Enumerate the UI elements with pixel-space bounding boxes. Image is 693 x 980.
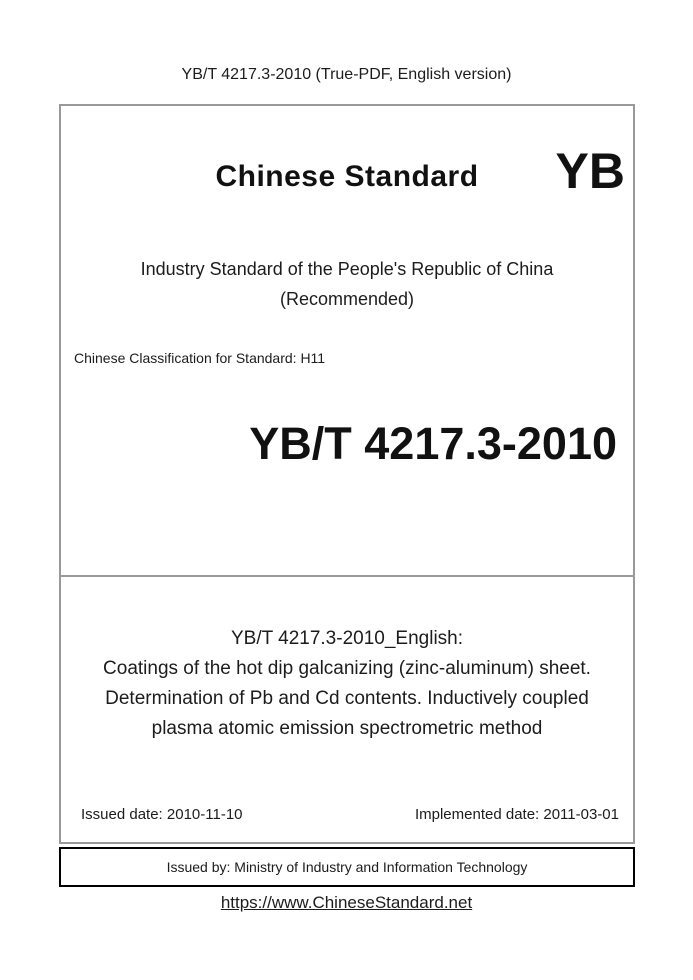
english-title-line3: Determination of Pb and Cd contents. Inductively coupled	[105, 688, 589, 709]
issuer-label: Issued by: Ministry of Industry and Information Technology	[166, 859, 528, 875]
section-divider	[59, 575, 635, 577]
issuer-box	[59, 847, 635, 887]
footer	[0, 893, 693, 913]
classification-label: Chinese Classification for Standard: H11	[74, 350, 326, 366]
standard-type-line2: (Recommended)	[279, 289, 415, 309]
english-title-line4: plasma atomic emission spectrometric method	[151, 718, 543, 739]
standard-body-logo: YB	[555, 143, 625, 199]
dates-row	[81, 806, 619, 823]
document-header-title: YB/T 4217.3-2010 (True-PDF, English version)	[181, 66, 512, 83]
standard-code: YB/T 4217.3-2010	[249, 418, 617, 469]
implemented-date: Implemented date: 2011-03-01	[414, 806, 619, 823]
english-title-block	[61, 624, 633, 744]
brand-title: Chinese Standard	[215, 160, 479, 193]
issued-date: Issued date: 2010-11-10	[81, 806, 243, 823]
english-title-line1: YB/T 4217.3-2010_English:	[230, 628, 464, 649]
standard-type-block	[61, 254, 633, 314]
english-title-line2: Coatings of the hot dip galcanizing (zinc-aluminum) sheet.	[103, 658, 591, 679]
standard-type-line1: Industry Standard of the People's Republic of China	[140, 259, 554, 279]
cover-main-box	[59, 104, 635, 844]
website-link[interactable]: https://www.ChineseStandard.net	[220, 893, 473, 912]
brand-row	[61, 143, 633, 206]
